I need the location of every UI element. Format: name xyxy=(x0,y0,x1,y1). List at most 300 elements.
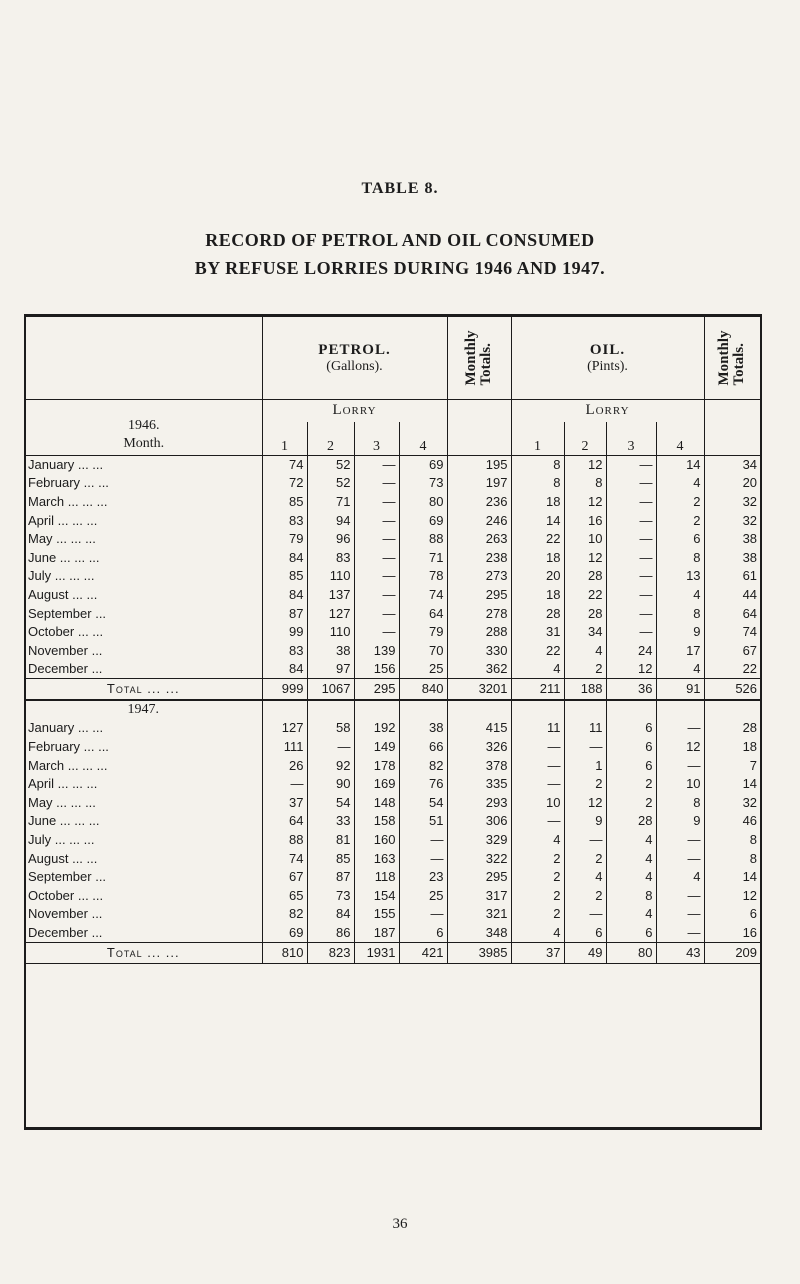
oil-lorry-1-cell: — xyxy=(511,775,564,794)
table-row xyxy=(26,567,760,586)
table-row xyxy=(26,756,760,775)
petrol-lorry-4-cell: 88 xyxy=(399,530,447,549)
oil-lorry-1-cell: 28 xyxy=(511,604,564,623)
petrol-lorry-3-cell: 118 xyxy=(354,868,399,887)
oil-lorry-1-cell: 8 xyxy=(511,456,564,475)
oil-lorry-4-cell: 4 xyxy=(656,474,704,493)
oil-lorry-2: 2 xyxy=(564,422,606,456)
petrol-lorry-3-cell: 187 xyxy=(354,924,399,943)
consumption-table xyxy=(26,317,760,964)
oil-lorry-3-cell: — xyxy=(606,586,656,605)
petrol-monthly-total-cell: 273 xyxy=(447,567,511,586)
table-body-1947 xyxy=(26,700,760,963)
oil-monthly-total-cell: 16 xyxy=(704,924,760,943)
oil-lorry-3-cell: — xyxy=(606,493,656,512)
table-row xyxy=(26,456,760,475)
oil-lorry-1-cell: — xyxy=(511,812,564,831)
oil-lorry-4-cell: 4 xyxy=(656,586,704,605)
oil-lorry-3-cell: 80 xyxy=(606,942,656,963)
oil-lorry-2-cell: 28 xyxy=(564,604,606,623)
year-row-blank xyxy=(354,700,399,719)
petrol-monthly-total-cell: 293 xyxy=(447,794,511,813)
oil-lorry-3-cell: 4 xyxy=(606,831,656,850)
oil-lorry-3-cell: 2 xyxy=(606,794,656,813)
petrol-lorry-1-cell: 84 xyxy=(262,548,307,567)
petrol-lorry-4-cell: 54 xyxy=(399,794,447,813)
title-line-2: BY REFUSE LORRIES DURING 1946 AND 1947. xyxy=(194,258,606,278)
petrol-lorry-4-cell: 421 xyxy=(399,942,447,963)
petrol-lorry-2-cell: 127 xyxy=(307,604,354,623)
petrol-monthly-total-cell: 278 xyxy=(447,604,511,623)
table-row xyxy=(26,474,760,493)
petrol-lorry-1-cell: 127 xyxy=(262,719,307,738)
month-cell: August ... ... xyxy=(28,586,98,602)
petrol-lorry-3-cell: 178 xyxy=(354,756,399,775)
petrol-lorry-4-cell: 80 xyxy=(399,493,447,512)
petrol-lorry-1-cell: 74 xyxy=(262,456,307,475)
petrol-lorry-3-cell: — xyxy=(354,493,399,512)
petrol-lorry-4-cell: — xyxy=(399,849,447,868)
table-row xyxy=(26,604,760,623)
table-row xyxy=(26,905,760,924)
petrol-lorry-4-cell: — xyxy=(399,831,447,850)
table-row xyxy=(26,586,760,605)
petrol-lorry-3-cell: — xyxy=(354,511,399,530)
oil-lorry-2-cell: 2 xyxy=(564,660,606,679)
petrol-lorry-3-cell: 154 xyxy=(354,886,399,905)
petrol-lorry-4-cell: 70 xyxy=(399,641,447,660)
petrol-lorry-1-cell: 72 xyxy=(262,474,307,493)
petrol-totals-spacer xyxy=(447,400,511,422)
oil-lorry-2-cell: 12 xyxy=(564,456,606,475)
oil-lorry-3-cell: — xyxy=(606,511,656,530)
oil-lorry-2-cell: 8 xyxy=(564,474,606,493)
petrol-lorry-4-cell: 82 xyxy=(399,756,447,775)
oil-lorry-2-cell: 11 xyxy=(564,719,606,738)
table-row xyxy=(26,530,760,549)
month-cell: Total ... ... xyxy=(26,679,262,701)
petrol-lorry-1-cell: 26 xyxy=(262,756,307,775)
oil-lorry-3-cell: 28 xyxy=(606,812,656,831)
petrol-lorry-4-cell: 66 xyxy=(399,738,447,757)
oil-lorry-4-cell: 9 xyxy=(656,812,704,831)
month-cell: September ... xyxy=(28,605,107,621)
petrol-lorry-4-cell: 23 xyxy=(399,868,447,887)
oil-monthly-total-cell: 209 xyxy=(704,942,760,963)
petrol-lorry-2-cell: 90 xyxy=(307,775,354,794)
oil-monthly-totals-header xyxy=(704,317,760,400)
petrol-lorry-4-cell: 73 xyxy=(399,474,447,493)
oil-lorry-1-cell: 14 xyxy=(511,511,564,530)
petrol-lorry-3-cell: — xyxy=(354,530,399,549)
year-row-blank xyxy=(447,700,511,719)
page-number: 36 xyxy=(392,1216,408,1232)
oil-lorry-1-cell: 20 xyxy=(511,567,564,586)
oil-monthly-total-cell: 74 xyxy=(704,623,760,642)
petrol-lorry-2-cell: 86 xyxy=(307,924,354,943)
month-cell: February ... ... xyxy=(28,475,109,491)
petrol-lorry-1-cell: 85 xyxy=(262,567,307,586)
petrol-monthly-total-cell: 326 xyxy=(447,738,511,757)
petrol-lorry-1-cell: 85 xyxy=(262,493,307,512)
consumption-table-frame xyxy=(24,314,762,1130)
petrol-lorry-2-cell: 54 xyxy=(307,794,354,813)
petrol-monthly-total-cell: 246 xyxy=(447,511,511,530)
oil-lorry-2-cell: 2 xyxy=(564,775,606,794)
table-row xyxy=(26,623,760,642)
petrol-lorry-2-cell: 110 xyxy=(307,623,354,642)
table-body-1946 xyxy=(26,456,760,701)
oil-lorry-4-cell: — xyxy=(656,831,704,850)
petrol-lorry-2-cell: 83 xyxy=(307,548,354,567)
month-cell: October ... ... xyxy=(28,887,104,903)
oil-lorry-2-cell: — xyxy=(564,831,606,850)
month-cell: April ... ... ... xyxy=(28,512,98,528)
oil-lorry-1-cell: 8 xyxy=(511,474,564,493)
oil-lorry-2-cell: 34 xyxy=(564,623,606,642)
oil-lorry-2-cell: 49 xyxy=(564,942,606,963)
year-row-blank xyxy=(262,700,307,719)
oil-lorry-4-cell: 9 xyxy=(656,623,704,642)
oil-lorry-1-cell: 4 xyxy=(511,831,564,850)
table-row xyxy=(26,719,760,738)
oil-monthly-total-cell: 8 xyxy=(704,849,760,868)
monthly-label: Monthly xyxy=(716,330,733,386)
oil-monthly-total-cell: 12 xyxy=(704,886,760,905)
year-row-blank xyxy=(307,700,354,719)
oil-lorry-1-cell: 2 xyxy=(511,905,564,924)
month-cell: Total ... ... xyxy=(26,942,262,963)
petrol-lorry-3-cell: 158 xyxy=(354,812,399,831)
oil-monthly-total-cell: 61 xyxy=(704,567,760,586)
month-cell: August ... ... xyxy=(28,850,98,866)
oil-lorry-2-cell: 10 xyxy=(564,530,606,549)
month-cell: November ... xyxy=(28,906,103,922)
petrol-lorry-1: 1 xyxy=(262,422,307,456)
petrol-lorry-4-cell: 25 xyxy=(399,660,447,679)
oil-lorry-4-cell: 10 xyxy=(656,775,704,794)
year-1947-label: 1947. xyxy=(26,700,262,719)
petrol-lorry-2-cell: 52 xyxy=(307,456,354,475)
petrol-lorry-1-cell: 74 xyxy=(262,849,307,868)
petrol-lorry-1-cell: 810 xyxy=(262,942,307,963)
oil-lorry-3-cell: 36 xyxy=(606,679,656,701)
year-row-blank xyxy=(564,700,606,719)
oil-lorry-3-cell: 4 xyxy=(606,868,656,887)
oil-lorry-1-cell: 11 xyxy=(511,719,564,738)
oil-monthly-total-cell: 38 xyxy=(704,548,760,567)
oil-lorry-1-cell: 2 xyxy=(511,849,564,868)
petrol-lorry-1-cell: 99 xyxy=(262,623,307,642)
petrol-lorry-2-cell: 92 xyxy=(307,756,354,775)
petrol-lorry-2-cell: 94 xyxy=(307,511,354,530)
petrol-lorry-1-cell: 65 xyxy=(262,886,307,905)
oil-lorry-4-cell: 6 xyxy=(656,530,704,549)
month-cell: March ... ... ... xyxy=(28,757,108,773)
oil-lorry-4-cell: — xyxy=(656,849,704,868)
petrol-monthly-total-cell: 378 xyxy=(447,756,511,775)
oil-lorry-1-cell: 2 xyxy=(511,868,564,887)
petrol-monthly-total-cell: 317 xyxy=(447,886,511,905)
petrol-monthly-total-cell: 195 xyxy=(447,456,511,475)
monthly-label: Monthly xyxy=(463,330,479,386)
table-row xyxy=(26,794,760,813)
table-row xyxy=(26,738,760,757)
oil-lorry-4-cell: 17 xyxy=(656,641,704,660)
oil-lorry-1-cell: 4 xyxy=(511,924,564,943)
oil-lorry-1-cell: — xyxy=(511,756,564,775)
table-row xyxy=(26,886,760,905)
oil-monthly-total-cell: 22 xyxy=(704,660,760,679)
petrol-lorry-2-cell: 38 xyxy=(307,641,354,660)
petrol-monthly-total-cell: 238 xyxy=(447,548,511,567)
petrol-lorry-4-cell: 38 xyxy=(399,719,447,738)
oil-lorry-3-cell: 12 xyxy=(606,660,656,679)
oil-unit: (Pints). xyxy=(587,358,628,374)
oil-lorry-4-cell: — xyxy=(656,719,704,738)
petrol-lorry-3-cell: — xyxy=(354,567,399,586)
table-row xyxy=(26,831,760,850)
oil-lorry-3-cell: 4 xyxy=(606,849,656,868)
oil-monthly-total-cell: 32 xyxy=(704,511,760,530)
oil-monthly-total-cell: 20 xyxy=(704,474,760,493)
petrol-lorry-4-cell: 64 xyxy=(399,604,447,623)
total-row xyxy=(26,679,760,701)
petrol-lorry-4-cell: 76 xyxy=(399,775,447,794)
petrol-lorry-3-cell: — xyxy=(354,548,399,567)
petrol-lorry-3-cell: — xyxy=(354,623,399,642)
oil-monthly-total-cell: 38 xyxy=(704,530,760,549)
petrol-lorry-1-cell: 67 xyxy=(262,868,307,887)
month-cell: March ... ... ... xyxy=(28,493,108,509)
petrol-lorry-2-cell: 97 xyxy=(307,660,354,679)
year-row-blank xyxy=(511,700,564,719)
oil-lorry-3-cell: — xyxy=(606,567,656,586)
petrol-lorry-2-cell: 52 xyxy=(307,474,354,493)
petrol-lorry-1-cell: 111 xyxy=(262,738,307,757)
oil-lorry-3-cell: — xyxy=(606,530,656,549)
petrol-lorry-4-cell: 69 xyxy=(399,456,447,475)
table-row xyxy=(26,511,760,530)
oil-lorry-4-cell: 2 xyxy=(656,511,704,530)
oil-totals-blank xyxy=(704,422,760,456)
oil-lorry-2-cell: 9 xyxy=(564,812,606,831)
oil-lorry-1-cell: 18 xyxy=(511,586,564,605)
oil-lorry-3-cell: 4 xyxy=(606,905,656,924)
petrol-monthly-total-cell: 335 xyxy=(447,775,511,794)
petrol-lorry-4-cell: 71 xyxy=(399,548,447,567)
petrol-lorry-1-cell: 82 xyxy=(262,905,307,924)
oil-lorry-3-cell: — xyxy=(606,474,656,493)
year-row-blank xyxy=(399,700,447,719)
petrol-lorry-3-cell: 155 xyxy=(354,905,399,924)
petrol-lorry-2-cell: 73 xyxy=(307,886,354,905)
oil-monthly-total-cell: 46 xyxy=(704,812,760,831)
oil-lorry-3-cell: — xyxy=(606,623,656,642)
oil-lorry-2-cell: 12 xyxy=(564,493,606,512)
petrol-lorry-3-cell: — xyxy=(354,474,399,493)
year-row-blank xyxy=(656,700,704,719)
petrol-lorry-2-cell: 85 xyxy=(307,849,354,868)
petrol-lorry-3-cell: 192 xyxy=(354,719,399,738)
table-row xyxy=(26,868,760,887)
petrol-lorry-2-cell: 96 xyxy=(307,530,354,549)
petrol-lorry-1-cell: 88 xyxy=(262,831,307,850)
petrol-monthly-total-cell: 348 xyxy=(447,924,511,943)
petrol-lorry-4-cell: 69 xyxy=(399,511,447,530)
petrol-monthly-total-cell: 415 xyxy=(447,719,511,738)
oil-lorry-4-cell: — xyxy=(656,756,704,775)
oil-monthly-total-cell: 14 xyxy=(704,868,760,887)
petrol-lorry-3-cell: 148 xyxy=(354,794,399,813)
petrol-lorry-2-cell: 137 xyxy=(307,586,354,605)
petrol-lorry-4-cell: 78 xyxy=(399,567,447,586)
oil-lorry-3-cell: 8 xyxy=(606,886,656,905)
petrol-monthly-total-cell: 321 xyxy=(447,905,511,924)
year-month-header xyxy=(26,400,262,456)
month-cell: June ... ... ... xyxy=(28,813,100,829)
petrol-monthly-total-cell: 330 xyxy=(447,641,511,660)
oil-lorry-3: 3 xyxy=(606,422,656,456)
oil-lorry-2-cell: 16 xyxy=(564,511,606,530)
month-cell: December ... xyxy=(28,661,103,677)
oil-title: OIL. xyxy=(589,341,626,358)
petrol-lorry-1-cell: 84 xyxy=(262,660,307,679)
petrol-monthly-total-cell: 3201 xyxy=(447,679,511,701)
petrol-lorry-2-cell: 823 xyxy=(307,942,354,963)
table-row xyxy=(26,660,760,679)
petrol-unit: (Gallons). xyxy=(326,358,383,374)
petrol-monthly-total-cell: 295 xyxy=(447,586,511,605)
oil-lorry-4-cell: 12 xyxy=(656,738,704,757)
oil-lorry-4-cell: 8 xyxy=(656,794,704,813)
oil-lorry-3-cell: — xyxy=(606,548,656,567)
petrol-lorry-1-cell: 999 xyxy=(262,679,307,701)
table-label: TABLE 8. xyxy=(361,180,439,197)
month-cell: July ... ... ... xyxy=(28,568,95,584)
oil-lorry-4-cell: 8 xyxy=(656,604,704,623)
oil-monthly-total-cell: 32 xyxy=(704,493,760,512)
petrol-lorry-3: 3 xyxy=(354,422,399,456)
petrol-lorry-4-cell: 74 xyxy=(399,586,447,605)
oil-monthly-total-cell: 8 xyxy=(704,831,760,850)
table-row xyxy=(26,812,760,831)
oil-lorry-2-cell: 28 xyxy=(564,567,606,586)
oil-lorry-2-cell: 4 xyxy=(564,641,606,660)
petrol-lorry-3-cell: 149 xyxy=(354,738,399,757)
oil-lorry-3-cell: 6 xyxy=(606,738,656,757)
month-cell: February ... ... xyxy=(28,739,109,755)
year-row-blank xyxy=(704,700,760,719)
oil-totals-spacer xyxy=(704,400,760,422)
petrol-monthly-totals-header xyxy=(447,317,511,400)
petrol-lorry-4-cell: 840 xyxy=(399,679,447,701)
month-cell: April ... ... ... xyxy=(28,776,98,792)
petrol-lorry-1-cell: 37 xyxy=(262,794,307,813)
petrol-lorry-1-cell: 69 xyxy=(262,924,307,943)
oil-monthly-total-cell: 32 xyxy=(704,794,760,813)
oil-lorry-3-cell: 2 xyxy=(606,775,656,794)
petrol-monthly-total-cell: 362 xyxy=(447,660,511,679)
oil-lorry-4-cell: — xyxy=(656,905,704,924)
oil-lorry-3-cell: 6 xyxy=(606,924,656,943)
petrol-lorry-2-cell: — xyxy=(307,738,354,757)
petrol-monthly-total-cell: 197 xyxy=(447,474,511,493)
petrol-lorry-2-cell: 58 xyxy=(307,719,354,738)
petrol-monthly-total-cell: 329 xyxy=(447,831,511,850)
table-row xyxy=(26,775,760,794)
petrol-lorry-3-cell: 139 xyxy=(354,641,399,660)
oil-lorry-3-cell: 6 xyxy=(606,719,656,738)
petrol-lorry-4: 4 xyxy=(399,422,447,456)
month-cell: July ... ... ... xyxy=(28,831,95,847)
petrol-monthly-total-cell: 263 xyxy=(447,530,511,549)
petrol-lorry-2-cell: 84 xyxy=(307,905,354,924)
month-cell: December ... xyxy=(28,924,103,940)
table-row xyxy=(26,548,760,567)
header-corner xyxy=(26,317,262,400)
month-cell: September ... xyxy=(28,869,107,885)
oil-lorry-1-cell: — xyxy=(511,738,564,757)
oil-lorry-2-cell: 188 xyxy=(564,679,606,701)
oil-lorry-2-cell: 6 xyxy=(564,924,606,943)
totals-label: Totals. xyxy=(478,343,494,386)
oil-lorry-2-cell: 2 xyxy=(564,886,606,905)
oil-lorry-4-cell: 4 xyxy=(656,868,704,887)
petrol-lorry-3-cell: — xyxy=(354,604,399,623)
petrol-lorry-2-cell: 87 xyxy=(307,868,354,887)
oil-header xyxy=(511,317,704,400)
oil-monthly-total-cell: 67 xyxy=(704,641,760,660)
oil-lorry-4-cell: — xyxy=(656,924,704,943)
petrol-lorry-3-cell: 160 xyxy=(354,831,399,850)
oil-lorry-4-cell: 43 xyxy=(656,942,704,963)
month-cell: June ... ... ... xyxy=(28,549,100,565)
petrol-lorry-1-cell: 83 xyxy=(262,511,307,530)
petrol-lorry-4-cell: — xyxy=(399,905,447,924)
oil-monthly-total-cell: 28 xyxy=(704,719,760,738)
total-row xyxy=(26,942,760,963)
petrol-lorry-2-cell: 1067 xyxy=(307,679,354,701)
petrol-lorry-label: Lorry xyxy=(262,400,447,422)
oil-monthly-total-cell: 7 xyxy=(704,756,760,775)
oil-lorry-4-cell: 4 xyxy=(656,660,704,679)
oil-monthly-total-cell: 526 xyxy=(704,679,760,701)
table-row xyxy=(26,849,760,868)
month-label: Month. xyxy=(123,436,165,451)
oil-lorry-4-cell: 13 xyxy=(656,567,704,586)
oil-lorry-3-cell: — xyxy=(606,604,656,623)
petrol-monthly-total-cell: 322 xyxy=(447,849,511,868)
month-cell: May ... ... ... xyxy=(28,531,96,547)
oil-lorry-1-cell: 2 xyxy=(511,886,564,905)
title-line-1: RECORD OF PETROL AND OIL CONSUMED xyxy=(205,230,595,250)
oil-lorry-2-cell: 4 xyxy=(564,868,606,887)
petrol-lorry-1-cell: 79 xyxy=(262,530,307,549)
petrol-lorry-1-cell: — xyxy=(262,775,307,794)
year-row-blank xyxy=(606,700,656,719)
month-cell: January ... ... xyxy=(28,720,104,736)
oil-lorry-2-cell: 12 xyxy=(564,548,606,567)
oil-monthly-total-cell: 14 xyxy=(704,775,760,794)
oil-lorry-3-cell: 24 xyxy=(606,641,656,660)
oil-monthly-total-cell: 18 xyxy=(704,738,760,757)
petrol-lorry-4-cell: 6 xyxy=(399,924,447,943)
oil-lorry-4-cell: 14 xyxy=(656,456,704,475)
totals-label: Totals. xyxy=(731,343,748,386)
oil-lorry-4-cell: — xyxy=(656,886,704,905)
oil-lorry-1-cell: 22 xyxy=(511,641,564,660)
